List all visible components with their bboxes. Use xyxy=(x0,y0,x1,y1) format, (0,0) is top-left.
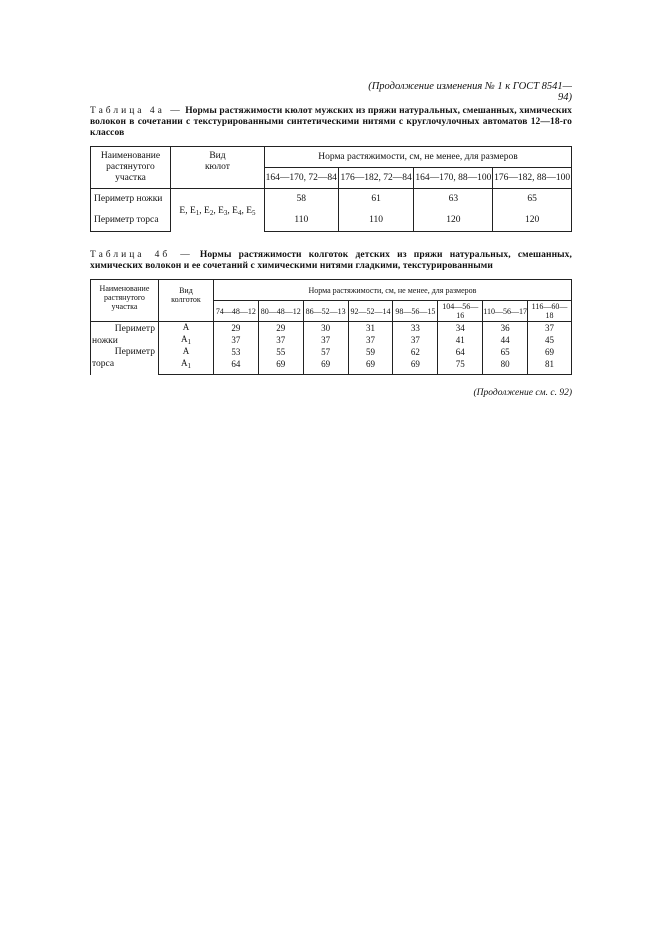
value-cell: 69 xyxy=(258,358,303,375)
value-cell: 80 xyxy=(483,358,528,375)
size-header: 104—56—16 xyxy=(438,301,483,322)
value-cell: 29 xyxy=(258,322,303,335)
value-cell: 120 xyxy=(493,209,572,232)
table-4b-title: Нормы растяжимости колготок детских из пряжи натуральных, смешанных, химических волокон и ее сочетаний с химическими нитями гладкими, текстурированными xyxy=(90,250,573,271)
col-header-norm: Норма растяжимости, см, не менее, для размеров xyxy=(264,147,571,168)
row-label: Периметр ножки Периметр торса xyxy=(91,322,159,375)
size-header: 80—48—12 xyxy=(258,301,303,322)
value-cell: 37 xyxy=(348,334,393,346)
row-label: Периметр ножки xyxy=(91,189,171,210)
type-cell: $А_1$ xyxy=(158,334,213,346)
col-header-name: Наименование растянутого участка xyxy=(91,147,171,189)
table-4a-title: Нормы растяжимости кюлот мужских из пряжи натуральных, смешанных, химических волокон в сочетании с текстурированными синтетическими нитями с круглочулочных автоматов 12—18-го классов xyxy=(90,106,572,138)
row-label: Периметр торса xyxy=(91,209,171,232)
value-cell: 33 xyxy=(393,322,438,335)
value-cell: 110 xyxy=(338,209,414,232)
type-cell: $А_1$ xyxy=(158,358,213,375)
col-header-type: Вид кюлот xyxy=(170,147,264,189)
size-header: 74—48—12 xyxy=(213,301,258,322)
value-cell: 63 xyxy=(414,189,493,210)
size-header: 176—182, 72—84 xyxy=(338,168,414,189)
value-cell: 120 xyxy=(414,209,493,232)
value-cell: 53 xyxy=(213,346,258,358)
value-cell: 59 xyxy=(348,346,393,358)
size-header: 164—170, 88—100 xyxy=(414,168,493,189)
type-cell: А xyxy=(158,346,213,358)
value-cell: 69 xyxy=(393,358,438,375)
value-cell: 65 xyxy=(483,346,528,358)
table-4a-caption xyxy=(90,106,572,139)
value-cell: 69 xyxy=(348,358,393,375)
value-cell: 69 xyxy=(528,346,572,358)
size-header: 92—52—14 xyxy=(348,301,393,322)
table-4a xyxy=(90,146,572,232)
value-cell: 41 xyxy=(438,334,483,346)
value-cell: 44 xyxy=(483,334,528,346)
type-cell: А xyxy=(158,322,213,335)
value-cell: 30 xyxy=(303,322,348,335)
value-cell: 81 xyxy=(528,358,572,375)
value-cell: 64 xyxy=(438,346,483,358)
value-cell: 37 xyxy=(393,334,438,346)
value-cell: 37 xyxy=(303,334,348,346)
value-cell: 37 xyxy=(213,334,258,346)
table-4b-caption xyxy=(90,250,572,272)
size-header: 164—170, 72—84 xyxy=(264,168,338,189)
table-4a-lead: Таблица 4а — xyxy=(90,106,183,116)
page-footer: (Продолжение см. с. 92) xyxy=(473,388,572,398)
value-cell: 37 xyxy=(258,334,303,346)
value-cell: 75 xyxy=(438,358,483,375)
value-cell: 110 xyxy=(264,209,338,232)
size-header: 110—56—17 xyxy=(483,301,528,322)
size-header: 98—56—15 xyxy=(393,301,438,322)
value-cell: 34 xyxy=(438,322,483,335)
value-cell: 58 xyxy=(264,189,338,210)
value-cell: 37 xyxy=(528,322,572,335)
value-cell: 36 xyxy=(483,322,528,335)
type-cell: Е, $Е_1$, $Е_2$, $Е_3$, $Е_4$, $Е_5$ xyxy=(170,189,264,232)
col-header-norm: Норма растяжимости, см, не менее, для размеров xyxy=(213,280,571,301)
value-cell: 31 xyxy=(348,322,393,335)
value-cell: 45 xyxy=(528,334,572,346)
size-header: 86—52—13 xyxy=(303,301,348,322)
value-cell: 29 xyxy=(213,322,258,335)
value-cell: 55 xyxy=(258,346,303,358)
col-header-type: Вид колготок xyxy=(158,280,213,322)
value-cell: 69 xyxy=(303,358,348,375)
value-cell: 57 xyxy=(303,346,348,358)
size-header: 176—182, 88—100 xyxy=(493,168,572,189)
page-header: (Продолжение изменения № 1 к ГОСТ 8541—94) xyxy=(368,81,572,103)
value-cell: 61 xyxy=(338,189,414,210)
table-4b xyxy=(90,279,572,375)
value-cell: 65 xyxy=(493,189,572,210)
value-cell: 64 xyxy=(213,358,258,375)
size-header: 116—60—18 xyxy=(528,301,572,322)
table-4b-lead: Таблица 4б — xyxy=(90,250,193,260)
value-cell: 62 xyxy=(393,346,438,358)
col-header-name: Наименование растянутого участка xyxy=(91,280,159,322)
